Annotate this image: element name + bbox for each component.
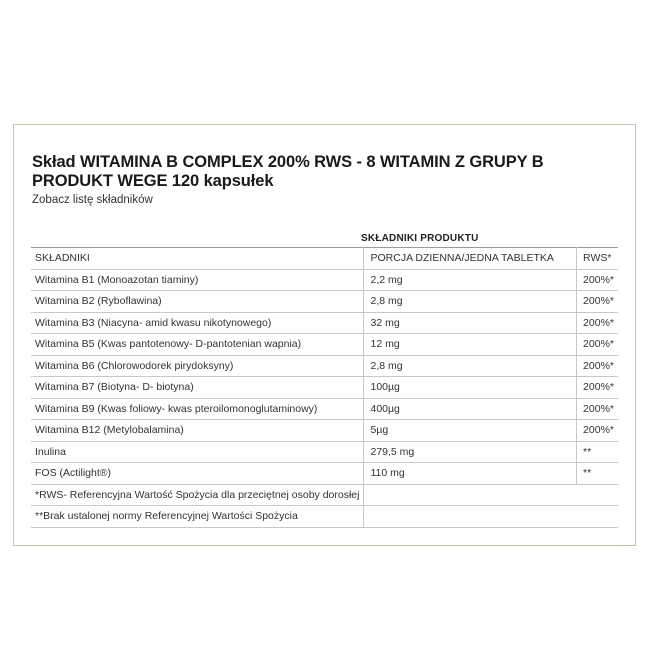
column-header-daily-dose: PORCJA DZIENNA/JEDNA TABLETKA — [364, 248, 577, 270]
table-row — [31, 398, 618, 420]
ingredient-name: Witamina B3 (Niacyna- amid kwasu nikotynowego) — [31, 312, 364, 334]
ingredient-dose: 279,5 mg — [364, 441, 577, 463]
ingredient-dose: 2,2 mg — [364, 269, 577, 291]
column-header-rws: RWS* — [577, 248, 618, 270]
footnote-empty-cell — [577, 484, 618, 506]
ingredient-rws: 200%* — [577, 420, 618, 442]
footnote-rws: *RWS- Referencyjna Wartość Spożycia dla przeciętnej osoby dorosłej — [31, 484, 364, 506]
table-header-row — [31, 248, 618, 270]
ingredient-name: Witamina B5 (Kwas pantotenowy- D-pantotenian wapnia) — [31, 334, 364, 356]
ingredient-rws: 200%* — [577, 334, 618, 356]
table-row — [31, 355, 618, 377]
ingredient-name: Witamina B12 (Metylobalamina) — [31, 420, 364, 442]
footnote-empty-cell — [577, 506, 618, 528]
ingredient-dose: 2,8 mg — [364, 355, 577, 377]
table-row — [31, 291, 618, 313]
ingredient-rws: 200%* — [577, 355, 618, 377]
ingredient-dose: 12 mg — [364, 334, 577, 356]
ingredient-dose: 110 mg — [364, 463, 577, 485]
ingredient-dose: 2,8 mg — [364, 291, 577, 313]
ingredient-name: Witamina B6 (Chlorowodorek pirydoksyny) — [31, 355, 364, 377]
ingredient-name: Inulina — [31, 441, 364, 463]
page-title: Skład WITAMINA B COMPLEX 200% RWS - 8 WITAMIN Z GRUPY B PRODUKT WEGE 120 kapsułek — [32, 153, 544, 190]
table-group-header: SKŁADNIKI PRODUKTU — [361, 233, 479, 244]
table-row — [31, 463, 618, 485]
footnote-empty-cell — [364, 484, 577, 506]
table-row — [31, 420, 618, 442]
ingredient-rws: ** — [577, 463, 618, 485]
ingredient-rws: 200%* — [577, 377, 618, 399]
ingredient-name: FOS (Actilight®) — [31, 463, 364, 485]
footnote-no-norm: **Brak ustalonej normy Referencyjnej Wartości Spożycia — [31, 506, 364, 528]
ingredient-name: Witamina B2 (Ryboflawina) — [31, 291, 364, 313]
table-row — [31, 312, 618, 334]
ingredient-rws: ** — [577, 441, 618, 463]
footnote-empty-cell — [364, 506, 577, 528]
ingredient-dose: 32 mg — [364, 312, 577, 334]
table-row — [31, 441, 618, 463]
ingredient-rws: 200%* — [577, 398, 618, 420]
ingredient-name: Witamina B7 (Biotyna- D- biotyna) — [31, 377, 364, 399]
table-row — [31, 377, 618, 399]
ingredient-dose: 400µg — [364, 398, 577, 420]
table-row — [31, 334, 618, 356]
ingredient-name: Witamina B9 (Kwas foliowy- kwas pteroilomonoglutaminowy) — [31, 398, 364, 420]
table-row — [31, 269, 618, 291]
ingredients-table — [31, 247, 618, 528]
footnote-row — [31, 506, 618, 528]
ingredient-name: Witamina B1 (Monoazotan tiaminy) — [31, 269, 364, 291]
footnote-row — [31, 484, 618, 506]
ingredient-dose: 5µg — [364, 420, 577, 442]
ingredient-dose: 100µg — [364, 377, 577, 399]
ingredient-rws: 200%* — [577, 312, 618, 334]
ingredients-link[interactable]: Zobacz listę składników — [32, 194, 153, 206]
column-header-ingredients: SKŁADNIKI — [31, 248, 364, 270]
ingredient-rws: 200%* — [577, 291, 618, 313]
ingredient-rws: 200%* — [577, 269, 618, 291]
